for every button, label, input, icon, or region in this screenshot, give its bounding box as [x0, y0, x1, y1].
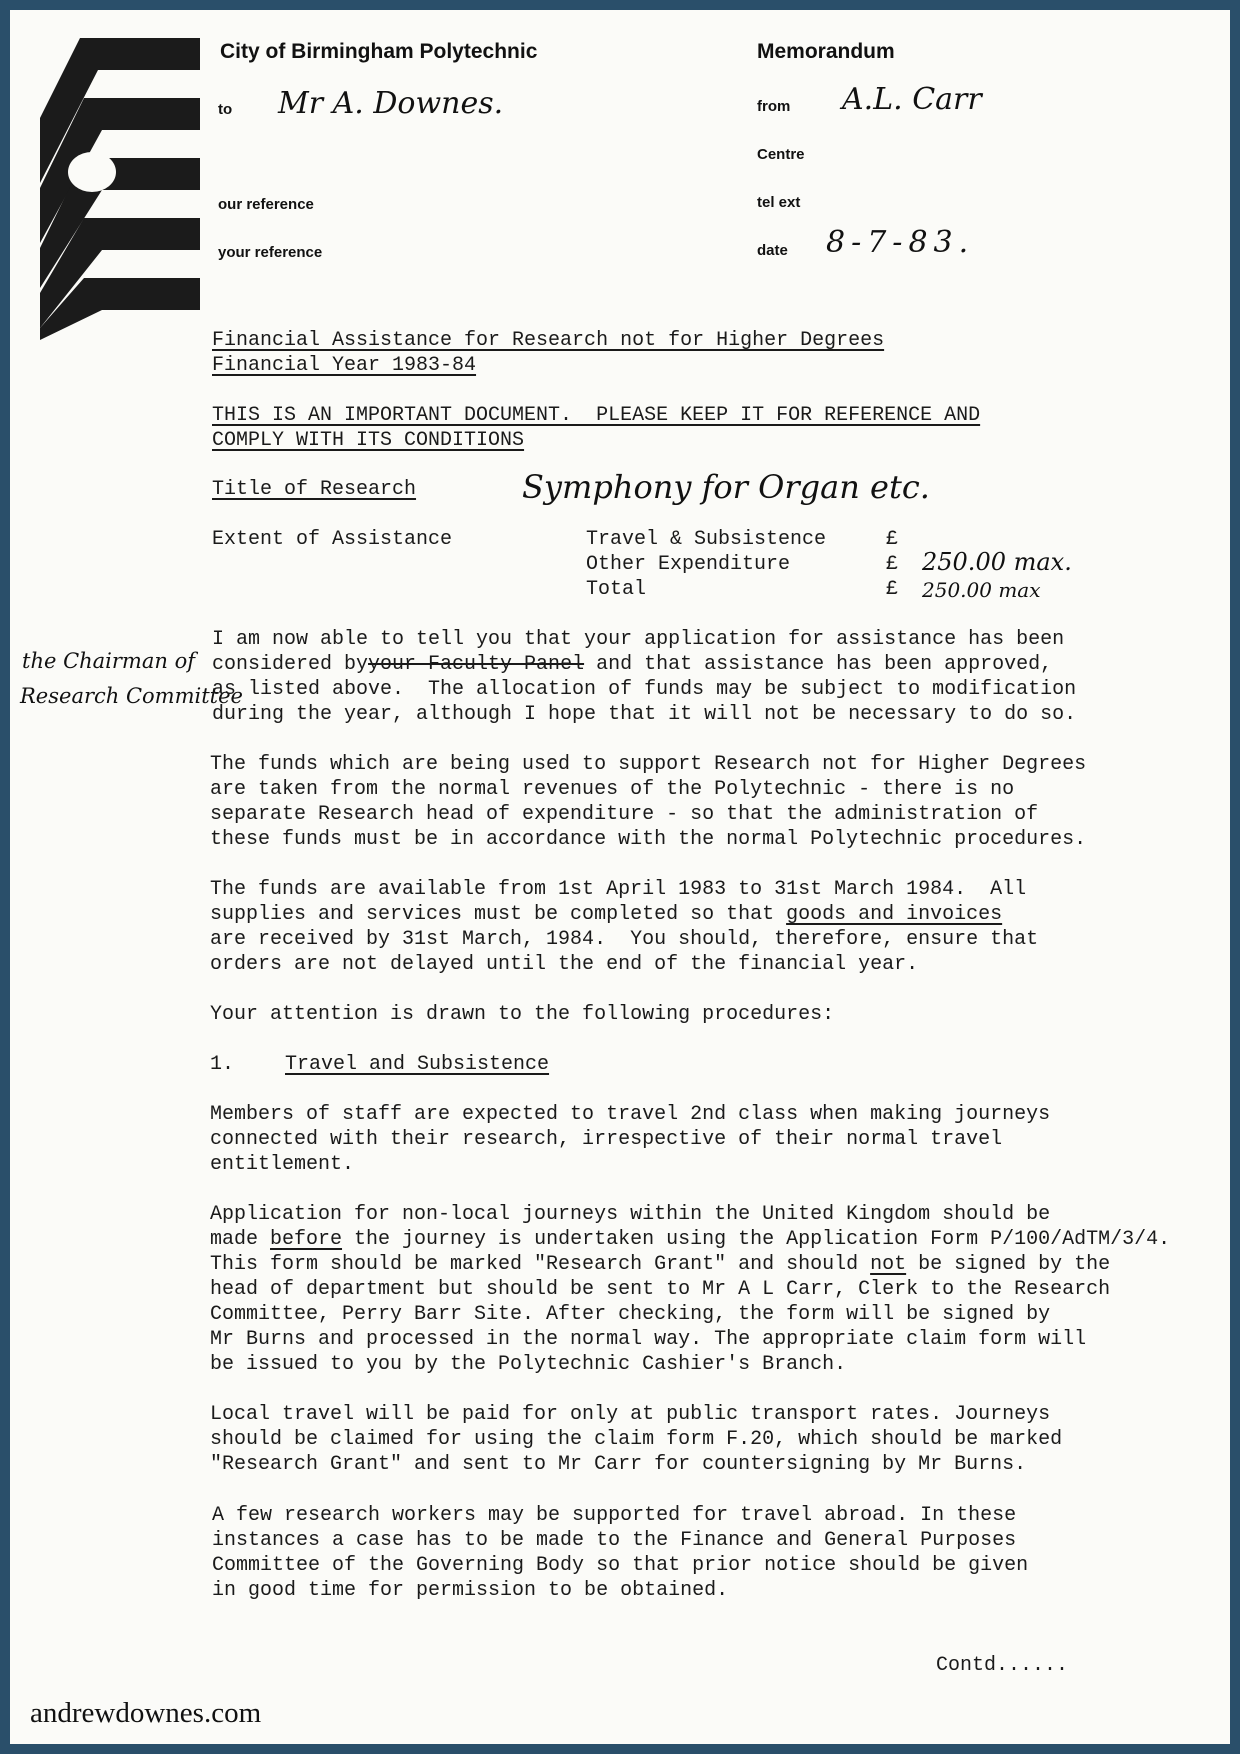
p6-line-3: This form should be marked "Research Grant" and should not be signed by the — [210, 1253, 1111, 1276]
section-number: 1. — [210, 1053, 235, 1076]
p5: Members of staff are expected to travel 2nd class when making journeys connected with their research, irrespective of their normal travel entitlement. — [210, 1103, 1051, 1176]
date-label: date — [757, 242, 788, 259]
institution-name: City of Birmingham Polytechnic — [220, 40, 538, 63]
centre-label: Centre — [757, 146, 805, 163]
row-travel-currency: £ — [886, 528, 899, 551]
row-other-label: Other Expenditure — [586, 553, 791, 576]
struck-text: your Faculty Panel — [368, 653, 585, 676]
p3-line-1: The funds are available from 1st April 1983 to 31st March 1984. All — [210, 878, 1027, 901]
research-title-value: Symphony for Organ etc. — [522, 468, 930, 506]
notice-line-2: COMPLY WITH ITS CONDITIONS — [212, 429, 525, 452]
margin-note-line-1: the Chairman of — [22, 649, 195, 673]
p3-line-4: orders are not delayed until the end of the financial year. — [210, 953, 919, 976]
p3-line-3: are received by 31st March, 1984. You should, therefore, ensure that — [210, 928, 1039, 951]
contd-note: Contd...... — [936, 1654, 1069, 1677]
p1-line-2: considered byyour Faculty Panel and that assistance has been approved, — [212, 653, 1053, 676]
tel-ext-label: tel ext — [757, 194, 801, 211]
row-total-amount: 250.00 max — [922, 578, 1041, 602]
row-other-amount: 250.00 max. — [922, 548, 1072, 576]
p6-rest: head of department but should be sent to Mr A L Carr, Clerk to the Research Committee, Perry Barr Site. After checking, the form will be signed by Mr Burns and processed in the normal way. The appropriate claim form will be issued to you by the Polytechnic Cashier's Branch. — [210, 1278, 1111, 1376]
from-value: A.L. Carr — [842, 82, 982, 117]
research-title-label: Title of Research — [212, 478, 417, 501]
p7: Local travel will be paid for only at public transport rates. Journeys should be claimed for using the claim form F.20, which should be marked "Research Grant" and sent to Mr Carr for countersigning by Mr Burns. — [210, 1403, 1063, 1476]
your-reference-label: your reference — [218, 244, 323, 261]
extent-label: Extent of Assistance — [212, 528, 453, 551]
margin-note-line-2: Research Committee — [20, 684, 243, 708]
to-value: Mr A. Downes. — [278, 86, 504, 121]
row-other-currency: £ — [886, 553, 899, 576]
p8: A few research workers may be supported for travel abroad. In these instances a case has to be made to the Finance and General Purposes Committee of the Governing Body so that prior notice should be given in good time for permission to be obtained. — [212, 1504, 1029, 1602]
date-value: 8-7-83. — [826, 225, 975, 260]
from-label: from — [757, 98, 791, 115]
row-total-label: Total — [586, 578, 647, 601]
p1-line-1: I am now able to tell you that your application for assistance has been — [212, 628, 1065, 651]
subject-line-1: Financial Assistance for Research not for Higher Degrees — [212, 329, 885, 352]
notice-line-1: THIS IS AN IMPORTANT DOCUMENT. PLEASE KEEP IT FOR REFERENCE AND — [212, 404, 981, 427]
to-label: to — [218, 101, 233, 118]
row-total-currency: £ — [886, 578, 899, 601]
row-travel-label: Travel & Subsistence — [586, 528, 827, 551]
our-reference-label: our reference — [218, 196, 314, 213]
subject-line-2: Financial Year 1983-84 — [212, 354, 477, 377]
polytechnic-logo — [40, 38, 200, 340]
p6-line-1: Application for non-local journeys within the United Kingdom should be — [210, 1203, 1051, 1226]
p6-line-2: made before the journey is undertaken using the Application Form P/100/AdTM/3/4. — [210, 1228, 1171, 1251]
doc-type: Memorandum — [757, 40, 895, 63]
p1-line-3: as listed above. The allocation of funds may be subject to modification — [212, 678, 1077, 701]
p1-line-4: during the year, although I hope that it will not be necessary to do so. — [212, 703, 1077, 726]
section-title: Travel and Subsistence — [285, 1053, 550, 1076]
website-footer: andrewdownes.com — [30, 1697, 262, 1729]
p4: Your attention is drawn to the following procedures: — [210, 1003, 835, 1026]
p3-line-2: supplies and services must be completed so that goods and invoices — [210, 903, 1003, 926]
p2: The funds which are being used to support Research not for Higher Degrees are taken from the normal revenues of the Polytechnic - there is no separate Research head of expenditure - so that the administration of these funds must be in accordance with the normal Polytechnic procedures. — [210, 753, 1087, 851]
